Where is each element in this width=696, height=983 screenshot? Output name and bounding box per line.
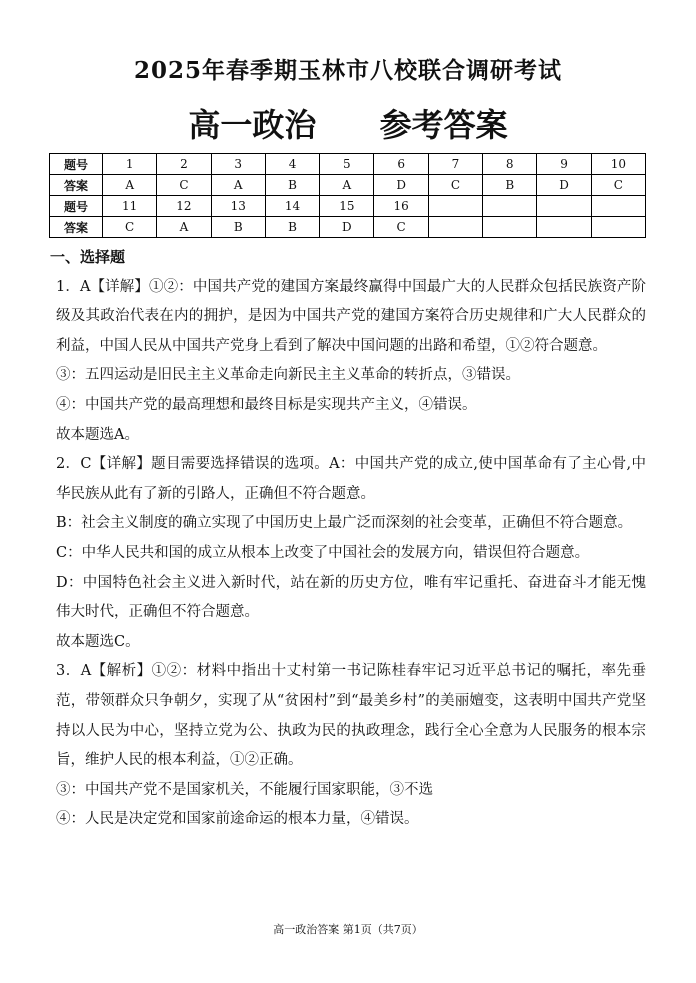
table-row (50, 175, 646, 196)
question-number: 6 (374, 154, 428, 175)
question-number: 3 (211, 154, 265, 175)
question-number: 2 (157, 154, 211, 175)
table-row (50, 217, 646, 238)
paragraph: 故本题选C。 (56, 633, 140, 650)
doc-type: 参考答案 (379, 106, 508, 144)
paragraph: B：社会主义制度的确立实现了中国历史上最广泛而深刻的社会变革，正确但不符合题意。 (56, 515, 633, 532)
question-number: 10 (591, 154, 645, 175)
table-row (50, 154, 646, 175)
paragraph: ④：中国共产党的最高理想和最终目标是实现共产主义，④错误。 (56, 396, 477, 413)
answer-cell: A (103, 175, 157, 196)
question-number: 5 (320, 154, 374, 175)
answer-cell: A (320, 175, 374, 196)
paragraph: ③：五四运动是旧民主主义革命走向新民主主义革命的转折点，③错误。 (56, 367, 520, 384)
question-number: 11 (103, 196, 157, 217)
paragraph: ④：人民是决定党和国家前途命运的根本力量，④错误。 (56, 811, 419, 828)
subject-name: 高一政治 (188, 106, 317, 144)
answer-cell: B (211, 217, 265, 238)
answer-cell (483, 217, 537, 238)
answer-cell: B (265, 217, 319, 238)
question-number (537, 196, 591, 217)
answer-cell: C (103, 217, 157, 238)
answer-cell: D (374, 175, 428, 196)
paragraph: D：中国特色社会主义进入新时代，站在新的历史方位，唯有牢记重托、奋进奋斗才能无愧伟大时代，正确但不符合题意。 (56, 574, 646, 621)
paragraph: 1．A【详解】①②：中国共产党的建国方案最终赢得中国最广大的人民群众包括民族资产阶级及其政治代表在内的拥护，是因为中国共产党的建国方案符合历史规律和广大人民群众的利益，中国人民从中国共产党身上看到了解决中国问题的出路和希望，①②符合题意。 (56, 278, 646, 354)
answer-cell (537, 217, 591, 238)
paragraph: C：中华人民共和国的成立从根本上改变了中国社会的发展方向，错误但符合题意。 (56, 544, 590, 561)
row-label: 题号 (50, 154, 103, 175)
answer-cell: C (157, 175, 211, 196)
answer-cell: B (265, 175, 319, 196)
section-heading: 一、选择题 (50, 248, 126, 266)
answer-cell: C (591, 175, 645, 196)
question-number (483, 196, 537, 217)
question-number: 8 (483, 154, 537, 175)
answer-cell: C (428, 175, 482, 196)
subject-title (0, 100, 696, 146)
row-label: 题号 (50, 196, 103, 217)
exam-title: 2025年春季期玉林市八校联合调研考试 (133, 57, 562, 84)
question-number (591, 196, 645, 217)
question-number: 16 (374, 196, 428, 217)
answer-cell: D (320, 217, 374, 238)
answer-cell: B (483, 175, 537, 196)
answer-cell: C (374, 217, 428, 238)
paragraph: ③：中国共产党不是国家机关，不能履行国家职能，③不选 (56, 781, 433, 798)
question-number (428, 196, 482, 217)
answer-cell: D (537, 175, 591, 196)
paragraph: 故本题选A。 (56, 426, 139, 443)
question-number: 1 (103, 154, 157, 175)
question-number: 15 (320, 196, 374, 217)
question-number: 12 (157, 196, 211, 217)
answer-cell: A (211, 175, 265, 196)
answer-cell: A (157, 217, 211, 238)
paragraph: 2．C【详解】题目需要选择错误的选项。A：中国共产党的成立,使中国革命有了主心骨,中华民族从此有了新的引路人，正确但不符合题意。 (56, 456, 646, 502)
row-label: 答案 (50, 217, 103, 238)
question-number: 13 (211, 196, 265, 217)
question-number: 9 (537, 154, 591, 175)
page-footer: 高一政治答案 第1页（共7页） (273, 923, 423, 936)
answer-body (50, 243, 646, 835)
paragraph: 3．A【解析】①②：材料中指出十丈村第一书记陈桂春牢记习近平总书记的嘱托，率先垂范，带领群众只争朝夕，实现了从“贫困村”到“最美乡村”的美丽嬗变，这表明中国共产党坚持以人民为中心，坚持立党为公、执政为民的执政理念，践行全心全意为人民服务的根本宗旨，维护人民的根本利益，①②正确。 (56, 663, 646, 769)
answer-cell (591, 217, 645, 238)
answer-table (49, 153, 646, 238)
question-number: 4 (265, 154, 319, 175)
table-row (50, 196, 646, 217)
question-number: 7 (428, 154, 482, 175)
answer-cell (428, 217, 482, 238)
row-label: 答案 (50, 175, 103, 196)
question-number: 14 (265, 196, 319, 217)
